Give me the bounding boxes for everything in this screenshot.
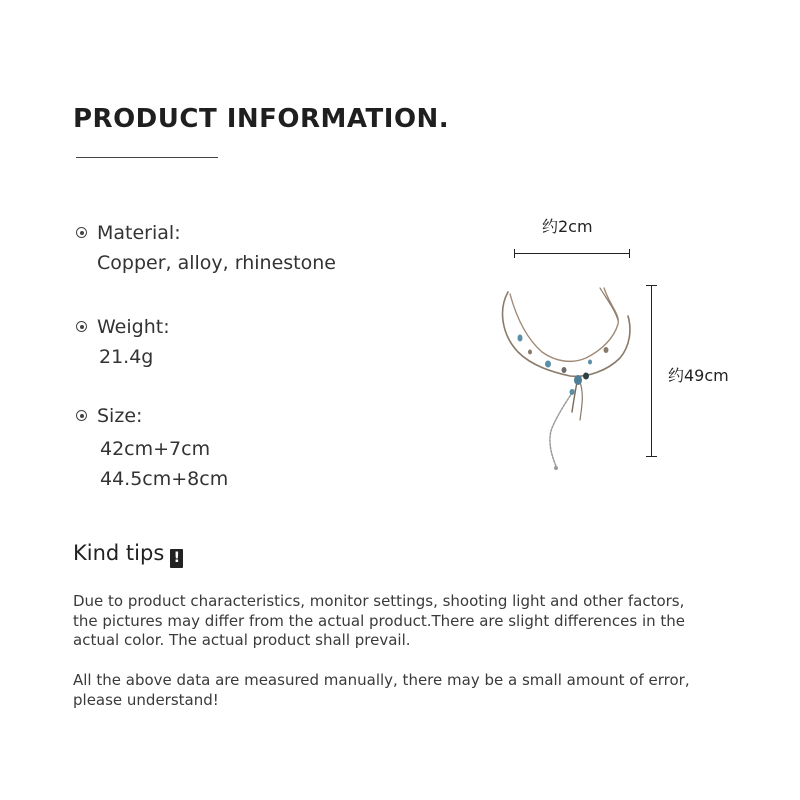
width-dimension-tick-right bbox=[629, 249, 630, 258]
spec-size-value-2: 44.5cm+8cm bbox=[100, 468, 229, 490]
length-dimension-label: 约49cm bbox=[668, 366, 729, 385]
spec-material-value: Copper, alloy, rhinestone bbox=[97, 252, 336, 274]
width-dimension-label: 约2cm bbox=[542, 217, 593, 236]
spec-size-label: Size: bbox=[97, 405, 143, 427]
kind-tips-heading bbox=[73, 541, 183, 568]
width-dimension-line bbox=[514, 253, 630, 254]
spec-size-value-1: 42cm+7cm bbox=[100, 438, 211, 460]
spec-material-label: Material: bbox=[97, 222, 181, 244]
tips-paragraph-2: All the above data are measured manually, there may be a small amount of error, please understand! bbox=[73, 671, 690, 709]
length-dimension-line bbox=[651, 285, 652, 457]
spec-weight-label: Weight: bbox=[97, 316, 170, 338]
radio-bullet-icon bbox=[76, 227, 87, 238]
tips-paragraph-1: Due to product characteristics, monitor settings, shooting light and other factors, the pictures may differ from the actual product.There are slight differences in the actual color. The actual product shall prevail. bbox=[73, 592, 685, 649]
page-title: PRODUCT INFORMATION. bbox=[73, 104, 450, 134]
radio-bullet-icon bbox=[76, 321, 87, 332]
radio-bullet-icon bbox=[76, 410, 87, 421]
necklace-product-image bbox=[490, 280, 640, 480]
kind-tips-label: Kind tips bbox=[73, 541, 165, 565]
title-divider bbox=[76, 157, 218, 158]
length-dimension-tick-bottom bbox=[646, 456, 657, 457]
exclamation-icon: ! bbox=[170, 549, 183, 568]
length-dimension-tick-top bbox=[646, 285, 657, 286]
spec-weight-value: 21.4g bbox=[99, 346, 154, 368]
width-dimension-tick-left bbox=[514, 249, 515, 258]
